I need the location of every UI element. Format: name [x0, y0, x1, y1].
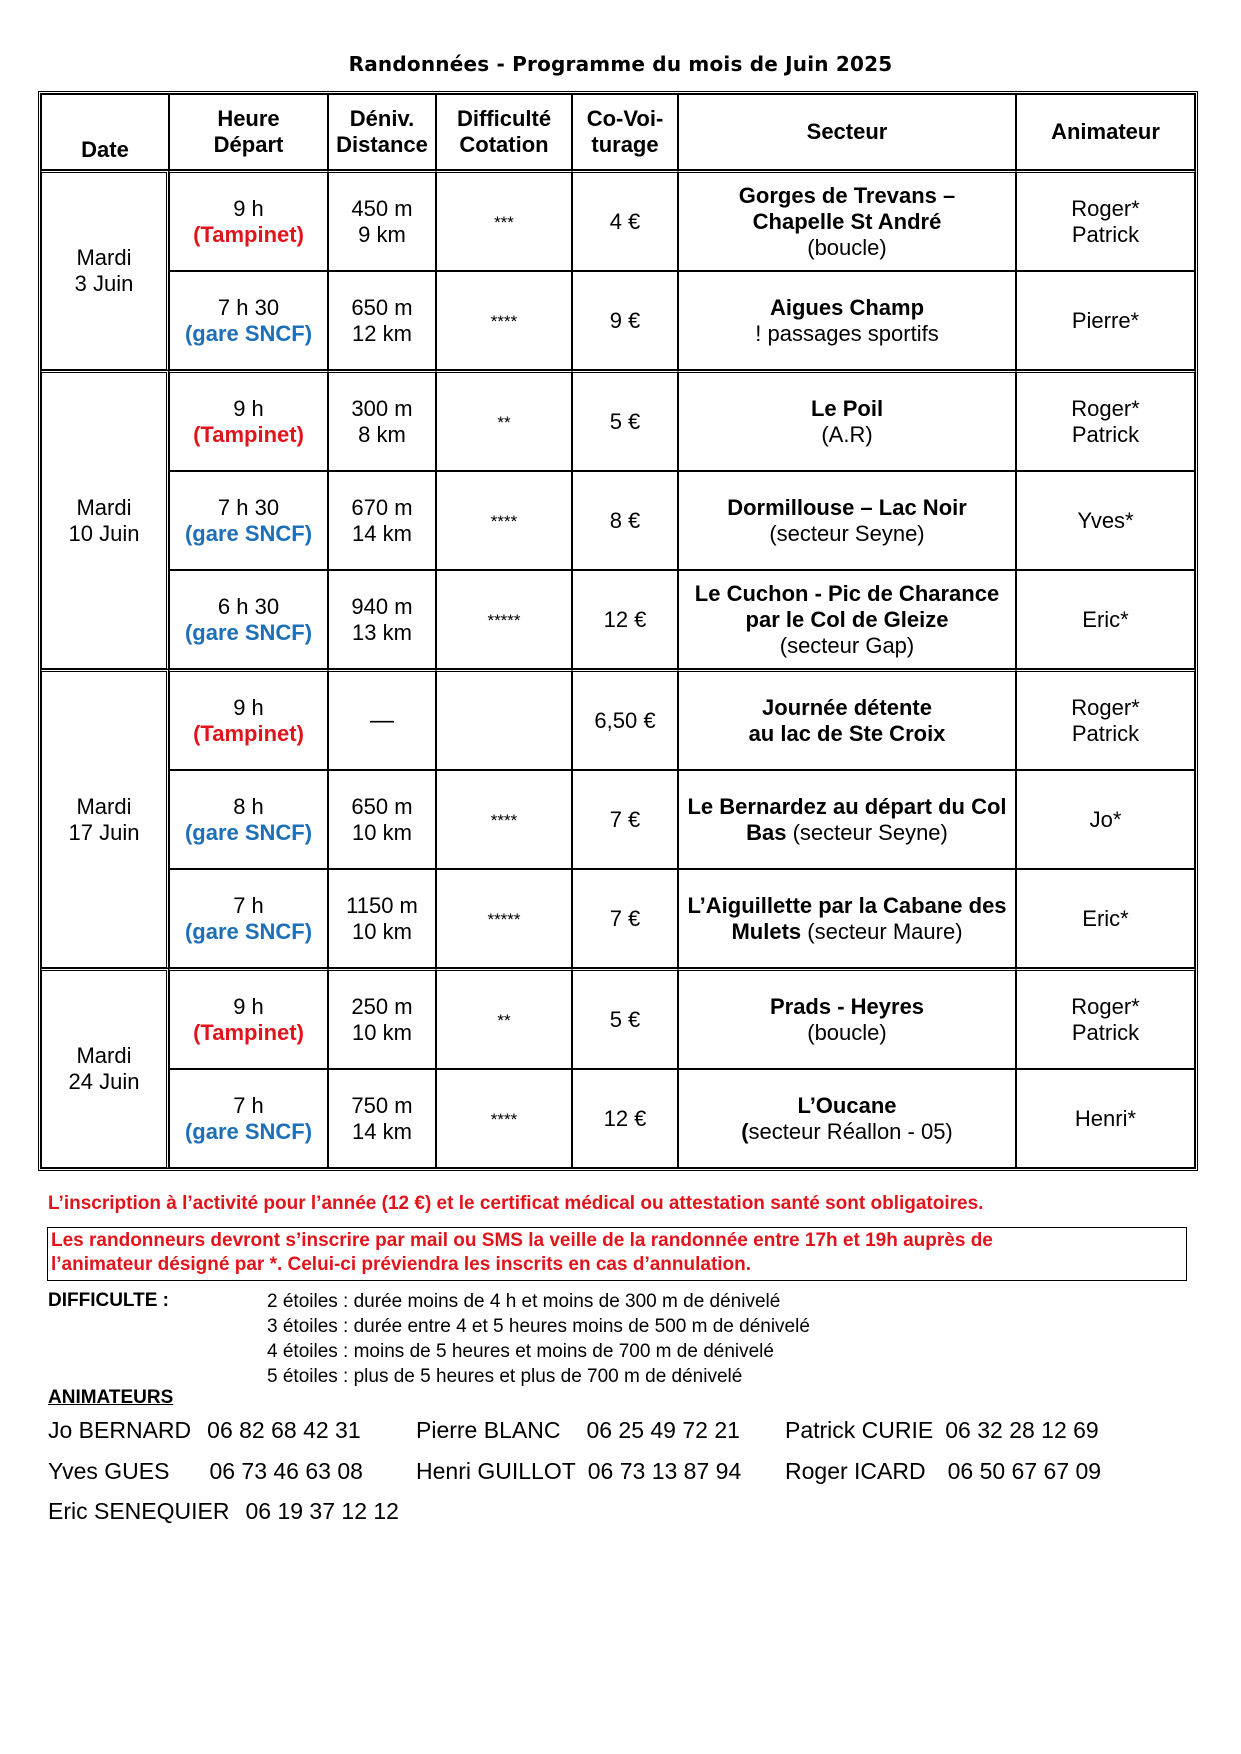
carpool-cost: 12 €	[572, 1069, 678, 1168]
contact-eric: Eric SENEQUIER 06 19 37 12 12	[48, 1498, 399, 1524]
contact-patrick: Patrick CURIE 06 32 28 12 69	[785, 1417, 1099, 1443]
departure-cell	[169, 370, 328, 471]
table-row	[41, 370, 1195, 471]
difficulty-cell	[436, 770, 572, 869]
animateur-cell	[1016, 471, 1195, 570]
departure-cell	[169, 271, 328, 370]
elevation: 300 m	[351, 395, 413, 421]
departure-place: (gare SNCF)	[184, 520, 313, 546]
table-row	[41, 669, 1195, 770]
animateur-cell	[1016, 370, 1195, 471]
contact-jo: Jo BERNARD 06 82 68 42 31	[48, 1417, 361, 1443]
departure-place: (gare SNCF)	[184, 1118, 313, 1144]
departure-cell	[169, 570, 328, 669]
difficulty-line: 4 étoiles : moins de 5 heures et moins de 700 m de dénivelé	[267, 1341, 774, 1362]
sector-detail: (secteur Seyne)	[786, 819, 948, 845]
distance: 10 km	[352, 819, 412, 845]
departure-cell	[169, 669, 328, 770]
sector-name-2: Chapelle St André	[752, 208, 942, 234]
elevation-cell	[328, 271, 436, 370]
difficulty-stars: ****	[490, 511, 518, 531]
elevation-cell	[328, 1069, 436, 1168]
difficulty-cell	[436, 669, 572, 770]
date-month: 3 Juin	[74, 271, 134, 296]
sector-cell	[678, 570, 1016, 669]
difficulty-cell	[436, 1069, 572, 1168]
sector-name: Le Bernardez au départ du Col	[687, 793, 1007, 819]
date-day: Mardi	[76, 1043, 132, 1068]
elevation: 670 m	[351, 494, 413, 520]
date-cell	[41, 170, 169, 370]
difficulty-stars: ****	[490, 810, 518, 830]
animateur-name: Pierre*	[1071, 307, 1140, 333]
difficulty-line: 2 étoiles : durée moins de 4 h et moins de 300 m de dénivelé	[267, 1291, 781, 1312]
sector-name: Prads - Heyres	[769, 993, 925, 1019]
distance: 13 km	[352, 619, 412, 645]
departure-time: 7 h	[233, 1092, 264, 1118]
difficulty-legend	[267, 1289, 810, 1389]
elevation: 750 m	[351, 1092, 413, 1118]
header-difficulte: Difficulté Cotation	[436, 94, 572, 170]
header-covoiturage: Co-Voi- turage	[572, 94, 678, 170]
header-heure: Heure Départ	[169, 94, 328, 170]
sector-cell	[678, 471, 1016, 570]
elevation: 940 m	[351, 593, 413, 619]
distance: 9 km	[358, 221, 406, 247]
difficulty-cell	[436, 271, 572, 370]
animateur-name: Roger*	[1071, 195, 1140, 221]
departure-time: 7 h 30	[217, 494, 280, 520]
sector-cell	[678, 271, 1016, 370]
sector-cell	[678, 170, 1016, 271]
date-month: 17 Juin	[68, 819, 140, 845]
elevation: 450 m	[351, 195, 413, 221]
departure-time: 9 h	[233, 195, 264, 221]
animateur-name: Eric*	[1082, 606, 1129, 632]
sector-cell	[678, 869, 1016, 968]
sector-name: L’Aiguillette par la Cabane des	[687, 892, 1007, 918]
sector-name: Aigues Champ	[769, 294, 925, 320]
sector-cell	[678, 370, 1016, 471]
animateur-name: Roger*	[1071, 993, 1140, 1019]
date-cell	[41, 669, 169, 968]
sector-cell	[678, 1069, 1016, 1168]
date-day: Mardi	[76, 494, 132, 520]
sector-detail: (A.R)	[821, 421, 873, 447]
animateur-name: Jo*	[1089, 806, 1122, 832]
animateur-cell	[1016, 170, 1195, 271]
elevation-cell	[328, 370, 436, 471]
sector-detail: (secteur Maure)	[801, 918, 963, 944]
departure-place: (gare SNCF)	[184, 619, 313, 645]
difficulty-cell	[436, 968, 572, 1069]
date-cell	[41, 370, 169, 669]
contact-pierre: Pierre BLANC 06 25 49 72 21	[416, 1417, 740, 1443]
date-month: 10 Juin	[68, 520, 140, 546]
sector-detail: (boucle)	[807, 1019, 887, 1045]
difficulty-stars: ****	[490, 311, 518, 331]
departure-place: (Tampinet)	[193, 221, 304, 247]
animateurs-label: ANIMATEURS	[48, 1387, 174, 1408]
departure-cell	[169, 869, 328, 968]
departure-time: 7 h 30	[217, 294, 280, 320]
table-row	[41, 869, 1195, 968]
departure-cell	[169, 770, 328, 869]
table-row	[41, 471, 1195, 570]
carpool-cost: 4 €	[572, 170, 678, 271]
departure-place: (Tampinet)	[193, 421, 304, 447]
difficulty-label: DIFFICULTE :	[48, 1290, 170, 1311]
sector-name-2: Bas	[746, 819, 787, 845]
distance: 14 km	[352, 1118, 412, 1144]
animateur-name: Yves*	[1077, 507, 1134, 533]
header-deniv: Déniv. Distance	[328, 94, 436, 170]
sector-cell	[678, 770, 1016, 869]
departure-cell	[169, 471, 328, 570]
departure-place: (gare SNCF)	[184, 819, 313, 845]
elevation-cell	[328, 570, 436, 669]
sector-name: Journée détente	[762, 694, 932, 720]
difficulty-stars: **	[497, 412, 511, 432]
sector-name: Le Poil	[810, 395, 884, 421]
carpool-cost: 6,50 €	[572, 669, 678, 770]
elevation: 650 m	[351, 294, 413, 320]
table-row	[41, 968, 1195, 1069]
sector-name: Le Cuchon - Pic de Charance	[694, 580, 1000, 606]
difficulty-cell	[436, 370, 572, 471]
carpool-cost: 12 €	[572, 570, 678, 669]
departure-time: 9 h	[233, 395, 264, 421]
sector-detail: (secteur Gap)	[779, 632, 915, 658]
sector-detail: (secteur Seyne)	[769, 520, 925, 546]
header-animateur: Animateur	[1016, 94, 1195, 170]
departure-cell	[169, 968, 328, 1069]
page-title: Randonnées - Programme du mois de Juin 2025	[348, 52, 893, 76]
animateur-name-2: Patrick	[1071, 1019, 1140, 1045]
table-row	[41, 770, 1195, 869]
departure-cell	[169, 1069, 328, 1168]
departure-time: 7 h	[233, 892, 264, 918]
departure-place: (Tampinet)	[193, 1019, 304, 1045]
sector-name: Gorges de Trevans –	[738, 182, 956, 208]
animateur-cell	[1016, 1069, 1195, 1168]
elevation: 650 m	[351, 793, 413, 819]
carpool-cost: 7 €	[572, 869, 678, 968]
carpool-cost: 7 €	[572, 770, 678, 869]
distance: 14 km	[352, 520, 412, 546]
difficulty-stars: *****	[487, 909, 521, 929]
animateur-name: Roger*	[1071, 395, 1140, 421]
sector-name-2: au lac de Ste Croix	[748, 720, 946, 746]
header-secteur: Secteur	[678, 94, 1016, 170]
sector-name: L’Oucane	[797, 1092, 897, 1118]
difficulty-stars: *****	[487, 610, 521, 630]
animateur-cell	[1016, 770, 1195, 869]
contact-note: Les randonneurs devront s’inscrire par mail ou SMS la veille de la randonnée entre 17h et 19h auprès de l’animateur désigné par *. Celui-ci préviendra les inscrits en cas d’annulation.	[47, 1227, 1187, 1281]
elevation: 1150 m	[346, 892, 418, 918]
animateur-name-2: Patrick	[1071, 221, 1140, 247]
date-month: 24 Juin	[68, 1069, 140, 1094]
elevation: 250 m	[351, 993, 413, 1019]
difficulty-line: 3 étoiles : durée entre 4 et 5 heures moins de 500 m de dénivelé	[267, 1316, 810, 1337]
carpool-cost: 8 €	[572, 471, 678, 570]
sector-name-2: par le Col de Gleize	[745, 606, 949, 632]
table-row	[41, 570, 1195, 669]
animateur-name-2: Patrick	[1071, 720, 1140, 746]
departure-place: (Tampinet)	[193, 720, 304, 746]
animateur-cell	[1016, 968, 1195, 1069]
table-row	[41, 1069, 1195, 1168]
animateur-name: Roger*	[1071, 694, 1140, 720]
sector-paren: (	[741, 1118, 749, 1144]
difficulty-cell	[436, 869, 572, 968]
distance: 12 km	[352, 320, 412, 346]
table-row	[41, 170, 1195, 271]
inscription-note: L’inscription à l’activité pour l’année (12 €) et le certificat médical ou attestation santé sont obligatoires.	[48, 1193, 984, 1214]
elevation-cell	[328, 770, 436, 869]
date-day: Mardi	[76, 245, 132, 270]
distance: 10 km	[352, 918, 412, 944]
difficulty-cell	[436, 170, 572, 271]
sector-cell	[678, 669, 1016, 770]
departure-cell	[169, 170, 328, 271]
animateur-cell	[1016, 570, 1195, 669]
date-cell	[41, 968, 169, 1168]
difficulty-stars: **	[497, 1010, 511, 1030]
animateur-name: Eric*	[1082, 905, 1129, 931]
table-header-row	[41, 94, 1195, 170]
elevation-cell	[328, 669, 436, 770]
contact-henri: Henri GUILLOT 06 73 13 87 94	[416, 1458, 742, 1484]
header-date: Date	[41, 94, 169, 170]
elevation-cell	[328, 471, 436, 570]
animateur-cell	[1016, 869, 1195, 968]
departure-time: 9 h	[233, 694, 264, 720]
sector-name: Dormillouse – Lac Noir	[727, 494, 967, 520]
elevation-cell	[328, 968, 436, 1069]
sector-detail: (boucle)	[807, 234, 887, 260]
sector-detail: secteur Réallon - 05)	[748, 1118, 953, 1144]
elevation: —	[370, 706, 394, 734]
contact-yves: Yves GUES 06 73 46 63 08	[48, 1458, 363, 1484]
difficulty-cell	[436, 570, 572, 669]
table-row	[41, 271, 1195, 370]
animateur-name-2: Patrick	[1071, 421, 1140, 447]
departure-time: 6 h 30	[217, 593, 280, 619]
sector-detail: ! passages sportifs	[755, 320, 939, 346]
elevation-cell	[328, 869, 436, 968]
difficulty-stars: ****	[490, 1109, 518, 1129]
distance: 10 km	[352, 1019, 412, 1045]
departure-time: 9 h	[233, 993, 264, 1019]
carpool-cost: 9 €	[572, 271, 678, 370]
difficulty-stars: ***	[494, 212, 514, 232]
departure-place: (gare SNCF)	[184, 918, 313, 944]
departure-time: 8 h	[233, 793, 264, 819]
sector-cell	[678, 968, 1016, 1069]
difficulty-line: 5 étoiles : plus de 5 heures et plus de 700 m de dénivelé	[267, 1366, 743, 1387]
departure-place: (gare SNCF)	[184, 320, 313, 346]
carpool-cost: 5 €	[572, 968, 678, 1069]
sector-name-2: Mulets	[731, 918, 802, 944]
difficulty-cell	[436, 471, 572, 570]
animateur-cell	[1016, 271, 1195, 370]
contact-roger: Roger ICARD 06 50 67 67 09	[785, 1458, 1102, 1484]
animateur-name: Henri*	[1074, 1105, 1137, 1131]
program-table	[38, 91, 1198, 1171]
date-day: Mardi	[76, 793, 132, 819]
carpool-cost: 5 €	[572, 370, 678, 471]
distance: 8 km	[358, 421, 406, 447]
animateur-cell	[1016, 669, 1195, 770]
elevation-cell	[328, 170, 436, 271]
